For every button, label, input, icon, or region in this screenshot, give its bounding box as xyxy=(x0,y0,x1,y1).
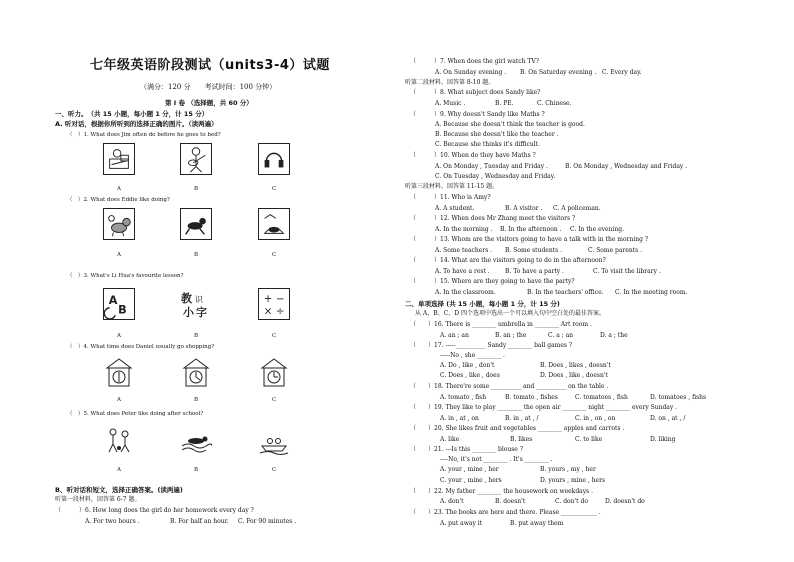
svg-text:÷: ÷ xyxy=(275,305,285,318)
listening-heading: 一、听力。 （共 15 小题，每小题 1 分，计 15 分） xyxy=(55,110,209,118)
math-symbols-icon[interactable] xyxy=(258,288,290,320)
option-a-label: A xyxy=(117,186,121,192)
q13-option-c[interactable]: C. Some parents . xyxy=(588,247,643,254)
svg-text:B: B xyxy=(118,303,127,317)
kids-playing-icon[interactable] xyxy=(103,424,135,456)
q15-option-c[interactable]: C. In the meeting room. xyxy=(615,289,688,296)
q13-option-a[interactable]: A. Some teachers . xyxy=(435,247,493,254)
option-b-label: B xyxy=(194,333,199,339)
question-15: （ ）15. Where are they going to have the party? xyxy=(410,278,575,285)
swimming-icon[interactable] xyxy=(180,424,212,456)
question-1: （ ）1. What does Jim often do before he goes to bed? xyxy=(67,132,221,138)
svg-text:教: 教 xyxy=(181,292,192,305)
option-a-label: A xyxy=(117,397,121,403)
q21-option-a[interactable]: A. your , mine , her xyxy=(440,466,499,473)
q12-option-a[interactable]: A. In the morning . xyxy=(435,226,493,233)
q16-option-b[interactable]: B. an ; the xyxy=(495,332,527,339)
material-3: 听第三段材料，回答第 11-15 题。 xyxy=(405,183,499,190)
svg-text:−: − xyxy=(275,293,285,306)
question-20: （ ）20. She likes fruit and vegetables ________ apples and carrots . xyxy=(410,425,625,432)
question-4: （ ）4. What time does Daniel usually go shopping? xyxy=(67,344,215,350)
q8-option-c[interactable]: C. Chinese. xyxy=(537,100,572,107)
abc-letters-icon[interactable] xyxy=(103,288,135,320)
q10-option-a[interactable]: A. On Monday , Tuesday and Friday . xyxy=(435,163,548,170)
question-5: （ ）5. What does Peter like doing after school? xyxy=(67,411,204,417)
q15-option-a[interactable]: A. In the classroom. xyxy=(435,289,496,296)
q17-option-b[interactable]: B. Does , likes , doesn't xyxy=(540,362,611,369)
q20-option-c[interactable]: C. to like xyxy=(575,436,603,443)
question-18: （ ）18. There're some __________ and __________ on the table . xyxy=(410,383,609,390)
q6-option-c[interactable]: C. For 90 minutes . xyxy=(238,518,297,525)
question-21-reply: ----No, it's not ________ . It's ________ . xyxy=(440,456,553,463)
q23-option-a[interactable]: A. put away it xyxy=(440,520,483,527)
q19-option-a[interactable]: A. in , at , on xyxy=(440,415,479,422)
question-12: （ ）12. When does Mr Zhang meet the visitors ? xyxy=(410,215,576,222)
option-b-label: B xyxy=(194,252,199,258)
q11-option-b[interactable]: B. A visitor . xyxy=(505,205,543,212)
q22-option-b[interactable]: B. doesn't xyxy=(495,498,526,505)
q9-option-c[interactable]: C. Because she thinks it's difficult. xyxy=(435,141,540,148)
material-1: 听第一段材料，回答第 6-7 题。 xyxy=(55,496,141,503)
option-a-label: A xyxy=(117,252,121,258)
q20-option-d[interactable]: D. liking xyxy=(650,436,676,443)
q19-option-b[interactable]: B. in , at , / xyxy=(505,415,539,422)
svg-text:识: 识 xyxy=(195,295,203,304)
clock-icon[interactable] xyxy=(258,356,290,388)
dog-sleeping-icon[interactable] xyxy=(258,208,290,240)
q9-option-a[interactable]: A. Because she doesn't think the teacher is good. xyxy=(435,121,585,128)
q20-option-b[interactable]: B. likes xyxy=(510,436,533,443)
q10-option-c[interactable]: C. On Tuesday , Wednesday and Friday. xyxy=(435,173,556,180)
q8-option-a[interactable]: A. Music . xyxy=(435,100,466,107)
question-23: （ ）23. The books are here and there. Please ____________ . xyxy=(410,509,601,516)
guitar-icon[interactable] xyxy=(180,143,212,175)
option-c-label: C xyxy=(272,186,277,192)
svg-text:×: × xyxy=(263,305,273,318)
q16-option-d[interactable]: D. a ; the xyxy=(600,332,628,339)
question-21: （ ）21. ---Is this ________ blouse ? xyxy=(410,446,523,453)
q14-option-b[interactable]: B. To have a party . xyxy=(505,268,564,275)
dog-running-icon[interactable] xyxy=(180,208,212,240)
q18-option-b[interactable]: B. tomato , fishes xyxy=(505,394,558,401)
question-17: （ ）17. -----__________ Sandy ________ ball games ? xyxy=(410,342,573,349)
q18-option-c[interactable]: C. tomatoes , fish xyxy=(575,394,628,401)
question-6: （ ）6. How long does the girl do her homework every day ? xyxy=(55,507,254,514)
q22-option-d[interactable]: D. doesn't do xyxy=(605,498,645,505)
page-title: 七年级英语阶段测试（units3-4）试题 xyxy=(90,58,330,73)
q19-option-d[interactable]: D. on , at , / xyxy=(650,415,686,422)
question-9: （ ）9. Why doesn't Sandy like Maths ? xyxy=(410,111,545,118)
q14-option-c[interactable]: C. To visit the library . xyxy=(593,268,661,275)
question-22: （ ）22. My father ________ the housework on weekdays . xyxy=(410,488,594,495)
question-3: （ ）3. What's Li Hua's favourite lesson? xyxy=(67,273,184,279)
svg-text:字: 字 xyxy=(196,306,207,319)
q6-option-b[interactable]: B. For half an hour. xyxy=(170,518,229,525)
question-17-reply: -----No , she ________ . xyxy=(440,352,505,359)
volume-heading: 第 I 卷 （选择题，共 60 分） xyxy=(165,99,253,107)
q14-option-a[interactable]: A. To have a rest . xyxy=(435,268,490,275)
q19-option-c[interactable]: C. in , on , on xyxy=(575,415,616,422)
material-2: 听第二段材料，回答第 8-10 题。 xyxy=(405,79,495,86)
option-b-label: B xyxy=(194,467,199,473)
q12-option-c[interactable]: C. In the evening. xyxy=(570,226,624,233)
q10-option-b[interactable]: B. On Monday , Wednesday and Friday . xyxy=(565,163,688,170)
q18-option-a[interactable]: A. tomato , fish xyxy=(440,394,487,401)
reading-icon[interactable] xyxy=(103,143,135,175)
option-a-label: A xyxy=(117,467,121,473)
option-c-label: C xyxy=(272,333,277,339)
q21-option-c[interactable]: C. your , mine , hers xyxy=(440,477,502,484)
q21-option-b[interactable]: B. yours , my , her xyxy=(540,466,596,473)
chinese-characters-icon[interactable] xyxy=(180,288,212,320)
option-a-label: A xyxy=(117,333,121,339)
q15-option-b[interactable]: B. In the teachers' office. xyxy=(527,289,604,296)
question-16: （ ）16. There is ________ umbrella in ________ Art room . xyxy=(410,321,592,328)
option-c-label: C xyxy=(272,467,277,473)
q22-option-a[interactable]: A. don't xyxy=(440,498,464,505)
section-2-instructions: 从 A、B、C、D 四个选项中选出一个可以填入句中空白处的最佳答案。 xyxy=(415,310,605,317)
question-11: （ ）11. Who is Amy? xyxy=(410,194,491,201)
q9-option-b[interactable]: B. Because she doesn't like the teacher . xyxy=(435,131,559,138)
svg-text:+: + xyxy=(263,293,273,306)
q17-option-d[interactable]: D. Does , like , doesn't xyxy=(540,372,608,379)
boating-icon[interactable] xyxy=(258,424,290,456)
q13-option-b[interactable]: B. Some students . xyxy=(505,247,563,254)
q8-option-b[interactable]: B. PE. xyxy=(495,100,514,107)
q23-option-b[interactable]: B. put away them xyxy=(510,520,564,527)
q17-option-c[interactable]: C. Does , like , does xyxy=(440,372,500,379)
q7-option-c[interactable]: C. Every day. xyxy=(602,69,642,76)
clock-icon[interactable] xyxy=(103,356,135,388)
question-10: （ ）10. When do they have Maths ? xyxy=(410,152,536,159)
q6-option-a[interactable]: A. For two hours . xyxy=(85,518,140,525)
q11-option-c[interactable]: C. A policeman. xyxy=(553,205,601,212)
listening-part-a: A. 听对话，根据你所听到的选择正确的图片。（读两遍） xyxy=(55,120,218,128)
question-7: （ ）7. When does the girl watch TV? xyxy=(410,58,539,65)
q21-option-d[interactable]: D. yours , mine , hers xyxy=(540,477,606,484)
q18-option-d[interactable]: D. tomatoes , fishs xyxy=(650,394,707,401)
q11-option-a[interactable]: A. A student. xyxy=(435,205,475,212)
question-14: （ ）14. What are the visitors going to do in the afternoon? xyxy=(410,257,606,264)
q16-option-c[interactable]: C. a ; an xyxy=(548,332,574,339)
question-13: （ ）13. Whom are the visitors going to have a talk with in the morning ? xyxy=(410,236,649,243)
listening-part-b: B、听对话和短文，选择正确答案。(读两遍) xyxy=(55,486,183,494)
svg-text:小: 小 xyxy=(183,306,194,319)
question-2: （ ）2. What does Eddie like doing? xyxy=(67,197,170,203)
q7-option-a[interactable]: A. On Sunday evening . xyxy=(435,69,507,76)
option-b-label: B xyxy=(194,186,199,192)
option-b-label: B xyxy=(194,397,199,403)
option-c-label: C xyxy=(272,397,277,403)
q7-option-b[interactable]: B. On Saturday evening . xyxy=(520,69,597,76)
exam-subtitle: （满分：120 分 考试时间：100 分钟） xyxy=(140,83,277,91)
clock-icon[interactable] xyxy=(180,356,212,388)
q16-option-a[interactable]: A. an ; an xyxy=(440,332,469,339)
q17-option-a[interactable]: A. Do , like , don't xyxy=(440,362,495,369)
q12-option-b[interactable]: B. In the afternoon . xyxy=(500,226,562,233)
section-2-heading: 二、单项选择 (共 15 小题，每小题 1 分，计 15 分) xyxy=(405,300,560,308)
headphones-icon[interactable] xyxy=(258,143,290,175)
svg-text:A: A xyxy=(108,294,118,307)
option-c-label: C xyxy=(272,252,277,258)
question-8: （ ）8. What subject does Sandy like? xyxy=(410,89,541,96)
q22-option-c[interactable]: C. don't do xyxy=(555,498,588,505)
dog-playing-icon[interactable] xyxy=(103,208,135,240)
q20-option-a[interactable]: A. like xyxy=(440,436,460,443)
question-19: （ ）19. They like to play ________ the open air ________ night ________ every Sunday . xyxy=(410,404,678,411)
